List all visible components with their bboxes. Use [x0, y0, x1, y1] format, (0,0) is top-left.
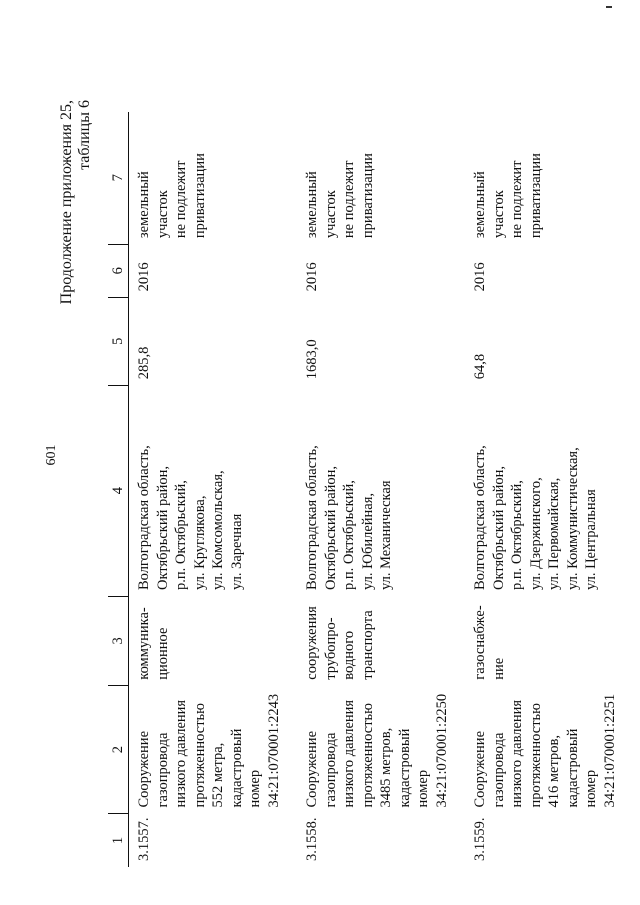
text-line: Октябрьский район,: [322, 465, 339, 591]
text-line: не подлежит: [341, 160, 357, 239]
property-table: [108, 112, 633, 867]
text-line: 416 метров,: [546, 735, 562, 808]
object-value: 285,8: [136, 346, 152, 380]
object-type: [297, 596, 465, 686]
text-line: не подлежит: [509, 160, 525, 239]
col-header-2: 2: [108, 686, 129, 814]
table-row: [297, 112, 465, 867]
text-line: Волгоградская область,: [136, 445, 152, 591]
object-address: [297, 385, 465, 596]
row-number: 3.1559.: [472, 817, 488, 861]
text-line: трубопро-: [322, 617, 339, 680]
object-note: [465, 112, 633, 244]
object-year: 2016: [304, 262, 320, 292]
text-line: 552 метра,: [210, 742, 226, 808]
text-line: кадастровый номер: [564, 728, 599, 808]
text-line: транспорта: [359, 610, 376, 680]
text-line: кадастровый номер: [228, 728, 263, 808]
text-line: 34:21:070001:2251: [601, 693, 618, 808]
col-header-5: 5: [108, 297, 129, 385]
col-header-4: 4: [108, 385, 129, 596]
col-header-7: 7: [108, 112, 129, 244]
col-header-3: 3: [108, 596, 129, 686]
text-line: сооружения: [304, 606, 320, 680]
text-line: Волгоградская область,: [304, 445, 320, 591]
object-year: 2016: [136, 262, 152, 292]
text-line: Октябрьский район,: [490, 465, 507, 591]
object-value: 1683,0: [304, 339, 320, 380]
object-name: [465, 686, 633, 814]
text-line: р.п. Октябрьский,: [173, 480, 189, 591]
object-value: 64,8: [472, 353, 488, 380]
col-header-6: 6: [108, 244, 129, 297]
text-line: участок: [490, 190, 507, 239]
text-line: приватизации: [191, 153, 208, 239]
text-line: 34:21:070001:2250: [433, 693, 450, 808]
text-line: протяженностью: [527, 703, 544, 808]
text-line: ул. Механическая: [378, 480, 394, 591]
object-type: [129, 596, 298, 686]
text-line: кадастровый номер: [396, 728, 431, 808]
text-line: Сооружение газопровода: [136, 730, 171, 808]
text-line: ул. Первомайская,: [546, 477, 562, 591]
text-line: ул. Заречная: [228, 513, 245, 591]
object-name: [297, 686, 465, 814]
table-row: [129, 112, 298, 867]
object-note: [129, 112, 298, 244]
object-year: 2016: [472, 262, 488, 292]
text-line: ул. Комсомольская,: [210, 470, 226, 591]
text-line: участок: [322, 190, 339, 239]
text-line: протяженностью: [191, 703, 208, 808]
text-line: протяженностью: [359, 703, 376, 808]
text-line: приватизации: [527, 153, 544, 239]
continuation-note: [58, 100, 94, 304]
continuation-line-1: Продолжение приложения 25,: [58, 100, 75, 305]
text-line: ул. Юбилейная,: [359, 492, 376, 591]
col-header-1: 1: [108, 814, 129, 868]
text-line: низкого давления: [341, 699, 357, 808]
continuation-line-2: таблицы 6: [76, 100, 93, 170]
text-line: 3485 метров,: [378, 727, 394, 808]
text-line: земельный: [472, 171, 488, 239]
scan-mark: [606, 6, 612, 8]
text-line: ул. Круглякова,: [191, 495, 208, 591]
text-line: водного: [341, 630, 357, 680]
text-line: р.п. Октябрьский,: [341, 480, 357, 591]
row-number: 3.1558.: [304, 817, 320, 861]
text-line: р.п. Октябрьский,: [509, 480, 525, 591]
text-line: газоснабже-: [472, 605, 488, 680]
text-line: 34:21:070001:2243: [265, 693, 282, 808]
object-address: [465, 385, 633, 596]
object-note: [297, 112, 465, 244]
text-line: ние: [490, 657, 507, 680]
object-address: [129, 385, 298, 596]
text-line: не подлежит: [173, 160, 189, 239]
text-line: ул. Центральная: [583, 489, 599, 591]
text-line: приватизации: [359, 153, 376, 239]
table-row: [465, 112, 633, 867]
text-line: земельный: [304, 171, 320, 239]
header-row: [108, 112, 129, 867]
text-line: Сооружение газопровода: [304, 730, 339, 808]
text-line: ул. Дзержинского,: [527, 477, 544, 591]
object-name: [129, 686, 298, 814]
text-line: Волгоградская область,: [472, 445, 488, 591]
text-line: участок: [154, 190, 171, 239]
text-line: земельный: [136, 171, 152, 239]
text-line: низкого давления: [509, 699, 525, 808]
row-number: 3.1557.: [136, 817, 152, 861]
text-line: Октябрьский район,: [154, 465, 171, 591]
text-line: низкого давления: [173, 699, 189, 808]
page-number: 601: [44, 444, 59, 466]
object-type: [465, 596, 633, 686]
text-line: ул. Коммунистическая,: [564, 447, 581, 591]
text-line: коммуника-: [136, 607, 152, 680]
text-line: Сооружение газопровода: [472, 730, 507, 808]
text-line: ционное: [154, 627, 171, 680]
